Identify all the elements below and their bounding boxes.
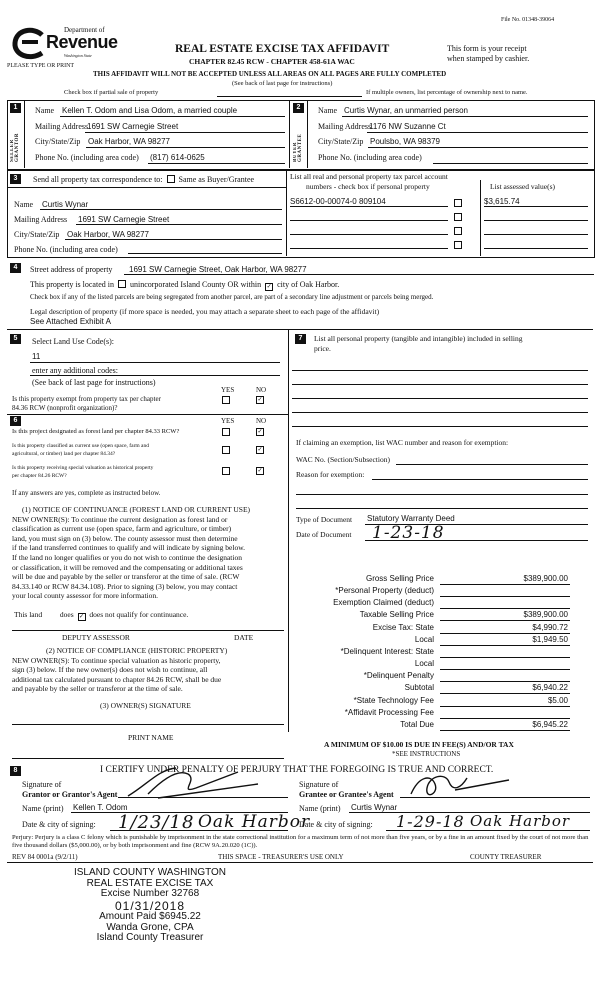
doc-date-label: Date of Document <box>296 530 352 539</box>
minimum-fee-note: A MINIMUM OF $10.00 IS DUE IN FEE(S) AND/OR TAX <box>324 740 514 749</box>
dor-logo <box>12 24 132 64</box>
personal-property-checkboxes <box>452 197 464 253</box>
seller-city: Oak Harbor, WA 98277 <box>88 137 170 146</box>
please-type: PLEASE TYPE OR PRINT <box>7 63 75 69</box>
certify-statement: I CERTIFY UNDER PENALTY OF PERJURY THAT THE FOREGOING IS TRUE AND CORRECT. <box>100 765 494 775</box>
grantor-signature <box>118 764 268 804</box>
see-back-instructions: (See back of last page for instructions) <box>232 80 333 87</box>
see-instructions-note: *SEE INSTRUCTIONS <box>392 750 461 758</box>
tax-row-label: Total Due <box>400 719 434 729</box>
tax-row-label: *Affidavit Processing Fee <box>344 707 434 717</box>
treasurer-stamp <box>60 868 240 944</box>
form-chapter: CHAPTER 82.45 RCW - CHAPTER 458-61A WAC <box>189 57 355 66</box>
grantor-sig-label: Signature of <box>22 780 62 789</box>
assessed-value: $3,615.74 <box>484 197 520 206</box>
no-col-label: NO <box>256 386 267 394</box>
tax-row-label: Local <box>414 634 434 644</box>
exempt-question: Is this property exempt from property tax per chapter <box>12 395 161 403</box>
grantor-date-label: Date & city of signing: <box>22 820 96 829</box>
grantor-name-label: Name (print) <box>22 804 64 813</box>
notice1-line: 84.33.140 or RCW 84.34.108). Prior to signing (3) below, you may contact <box>12 581 238 591</box>
receipt-line-2: when stamped by cashier. <box>447 54 530 63</box>
additional-codes-label: enter any additional codes: <box>32 366 118 375</box>
deputy-assessor-label: DEPUTY ASSESSOR <box>62 633 130 642</box>
tax-row-value: $6,940.22 <box>532 683 568 693</box>
seller-phone-label: Phone No. (including area code) <box>35 153 139 162</box>
grantee-signature <box>405 770 515 804</box>
corr-city-label: City/State/Zip <box>14 230 60 239</box>
buyer-mail-label: Mailing Address <box>318 122 372 131</box>
county-treasurer-label: COUNTY TREASURER <box>470 853 542 861</box>
parcel-3-personal-checkbox[interactable] <box>454 227 462 235</box>
print-name-label: PRINT NAME <box>128 733 174 742</box>
notice2-line: and payable by the seller or transferor at the time of sale. <box>12 684 183 694</box>
notice2-line: additional tax calculated pursuant to chapter 84.26 RCW, shall be due <box>12 674 222 684</box>
seller-side-label: SELLER GRANTOR <box>10 133 20 162</box>
land-use-label: Select Land Use Code(s): <box>32 337 114 346</box>
form-title: REAL ESTATE EXCISE TAX AFFIDAVIT <box>175 43 390 55</box>
stamp-line: Excise Number 32768 <box>100 888 200 899</box>
personal-property-label-2: price. <box>314 344 331 353</box>
current-use-yes-checkbox[interactable] <box>222 446 230 454</box>
doc-date: 1-23-18 <box>372 523 445 543</box>
reason-label: Reason for exemption: <box>296 470 365 479</box>
stamp-line: Amount Paid $6945.22 <box>99 911 201 922</box>
notice2-line: (2) NOTICE OF COMPLIANCE (HISTORIC PROPERTY) <box>46 646 228 655</box>
tax-row-label: Exemption Claimed (deduct) <box>333 598 434 608</box>
personal-property-label: List all personal property (tangible and intangible) included in selling <box>314 334 523 343</box>
corr-mail-label: Mailing Address <box>14 215 68 224</box>
notice1-line: (1) NOTICE OF CONTINUANCE (FOREST LAND OR CURRENT USE) <box>22 505 251 514</box>
section-7-badge: 7 <box>295 334 306 344</box>
seller-name-label: Name <box>35 106 55 115</box>
grantee-name-label: Name (print) <box>299 804 341 813</box>
grantor-signing-city: Oak Harbor <box>198 812 311 832</box>
stamp-line: Island County Treasurer <box>96 932 204 943</box>
section-5-badge: 5 <box>10 334 21 344</box>
exemption-label: If claiming an exemption, list WAC number and reason for exemption: <box>296 438 509 447</box>
corr-phone-label: Phone No. (including area code) <box>14 245 118 254</box>
wac-label: WAC No. (Section/Subsection) <box>296 455 390 464</box>
notice1-line: NEW OWNER(S): To continue the current designation as forest land or <box>12 514 228 524</box>
multiple-owners-note: If multiple owners, list percentage of ownership next to name. <box>366 89 528 96</box>
notice1-line: if the land transferred continues to qualify and will indicate by signing below. <box>12 543 245 553</box>
within-city-checkbox[interactable]: ✓ <box>266 284 272 290</box>
street-address: 1691 SW Carnegie Street, Oak Harbor, WA 98277 <box>129 265 307 274</box>
send-correspondence-label <box>33 175 254 184</box>
historic-yes-checkbox[interactable] <box>222 467 230 475</box>
logo-state: Washington State <box>64 53 92 58</box>
tax-row-label: Gross Selling Price <box>365 574 434 583</box>
section-8-badge: 8 <box>10 766 21 776</box>
notice1-line: classification as current use (open space, farm and agriculture, or timber) <box>12 524 232 534</box>
partial-sale-label: Check box if partial sale of property <box>64 89 159 96</box>
does-not-qualify-checkbox[interactable]: ✓ <box>78 614 85 620</box>
this-land-row <box>14 610 188 621</box>
corr-name: Curtis Wynar <box>42 200 89 209</box>
logo-dept: Department of <box>64 26 105 34</box>
located-label: This property is located in <box>30 280 114 289</box>
s6-no-label: NO <box>256 417 267 425</box>
tax-row-value: $5.00 <box>547 695 568 705</box>
grantee-name: Curtis Wynar <box>351 803 398 812</box>
does-not-label: does not qualify for continuance. <box>89 610 189 619</box>
land-use-see-back: (See back of last page for instructions) <box>32 378 156 387</box>
assessed-header: List assessed value(s) <box>490 182 555 191</box>
section-6-badge: 6 <box>10 416 21 426</box>
stamp-line: ISLAND COUNTY WASHINGTON <box>73 867 227 878</box>
current-use-no-checkbox[interactable]: ✓ <box>257 447 263 453</box>
tax-row-value: $6,945.22 <box>532 719 568 729</box>
tax-row-value: $1,949.50 <box>532 634 568 644</box>
grantee-agent-label: Grantee or Grantee's Agent <box>299 790 394 799</box>
buyer-city-label: City/State/Zip <box>318 137 364 146</box>
section-2-badge: 2 <box>293 103 304 113</box>
corr-mail: 1691 SW Carnegie Street <box>78 215 170 224</box>
tax-row-value: $389,900.00 <box>523 574 568 583</box>
buyer-side-label: BUYER GRANTEE <box>293 133 303 162</box>
exempt-yes-checkbox[interactable] <box>222 396 230 404</box>
buyer-phone-label: Phone No. (including area code) <box>318 153 422 162</box>
s6-yes-label: YES <box>221 417 235 425</box>
tax-row-label: Local <box>414 659 434 669</box>
tax-row-label: Excise Tax: State <box>372 622 434 632</box>
corr-name-label: Name <box>14 200 34 209</box>
tax-row-label: *Delinquent Interest: State <box>340 646 434 656</box>
notice-compliance <box>12 646 227 694</box>
same-as-buyer-checkbox[interactable] <box>167 175 175 183</box>
exempt-no-checkbox[interactable]: ✓ <box>257 397 263 403</box>
parcel-4-personal-checkbox[interactable] <box>454 241 462 249</box>
unincorporated-label: unincorporated Island County OR within <box>129 280 262 289</box>
legal-description: See Attached Exhibit A <box>30 317 111 326</box>
notice1-line: will be due and payable by the seller or transferor at the time of sale. (RCW <box>12 572 240 582</box>
buyer-name-label: Name <box>318 106 338 115</box>
yes-col-label: YES <box>221 386 235 394</box>
forest-yes-checkbox[interactable] <box>222 428 230 436</box>
grantee-signing-city: Oak Harbor <box>470 812 571 830</box>
notice2-line: NEW OWNER(S): To continue special valuation as historic property, <box>12 655 221 665</box>
this-land-label: This land <box>14 610 43 619</box>
perjury-notice: Perjury: Perjury is a class C felony which is punishable by imprisonment in the state correctional institution for a maximum term of not more than five years, or by a fine in an amount fixed by the court of not more than five thousand dollars ($5,000.00), or by both imprisonment and fine (RCW 9A.20.020 (1C)). <box>12 834 589 850</box>
notice1-line: your local county assessor for more information. <box>12 591 159 601</box>
same-as-buyer-label: Same as Buyer/Grantee <box>178 175 255 184</box>
notice1-line: or classification, it will be removed and the compensating or additional taxes <box>12 562 243 572</box>
dor-logo-swoosh-icon <box>12 27 46 61</box>
section-4-badge: 4 <box>10 263 21 273</box>
seller-name: Kellen T. Odom and Lisa Odom, a married couple <box>62 106 238 115</box>
legal-description-label: Legal description of property (if more space is needed, you may attach a separate sheet to each page of the affidavit) <box>30 307 380 316</box>
accounts-header-2: numbers - check box if personal property <box>306 182 430 191</box>
forest-no-checkbox[interactable]: ✓ <box>257 429 263 435</box>
historic-no-checkbox[interactable]: ✓ <box>257 468 263 474</box>
grantee-date-label: Date & city of signing: <box>299 820 373 829</box>
current-use-question-2: agricultural, or timber) land per chapter 84.34? <box>12 451 116 457</box>
notice1-line: land, you must sign on (3) below. The county assessor must then determine <box>12 533 238 543</box>
current-use-question: Is this property classified as current use (open space, farm and <box>12 443 149 449</box>
stamp-line: 01/31/2018 <box>114 898 186 913</box>
tax-row-value: $4,990.72 <box>532 622 568 632</box>
stamp-line: REAL ESTATE EXCISE TAX <box>86 877 214 889</box>
buyer-city: Poulsbo, WA 98379 <box>370 137 440 146</box>
stamp-line: Wanda Grone, CPA <box>106 921 194 933</box>
notice1-line: If the land no longer qualifies or you do not wish to continue the designation <box>12 552 242 562</box>
accounts-header-1: List all real and personal property tax parcel account <box>290 172 448 181</box>
logo-name: Revenue <box>46 32 118 52</box>
grantee-signing-date: 1-29-18 <box>396 812 465 831</box>
tax-row-label: *Personal Property (deduct) <box>335 586 434 596</box>
parcel-number: S6612-00-00074-0 809104 <box>290 197 386 206</box>
grantor-agent-label: Grantor or Grantor's Agent <box>22 790 118 799</box>
parcel-1-personal-checkbox[interactable] <box>454 199 462 207</box>
tax-row-label: Taxable Selling Price <box>359 610 434 620</box>
land-use-code: 11 <box>32 352 41 361</box>
unincorporated-checkbox[interactable] <box>118 280 126 288</box>
partial-sale-row <box>64 89 158 96</box>
location-row <box>30 280 339 291</box>
assessor-date-label: DATE <box>234 633 254 642</box>
seller-phone: (817) 614-0625 <box>150 153 205 162</box>
not-accepted-warning: THIS AFFIDAVIT WILL NOT BE ACCEPTED UNLESS ALL AREAS ON ALL PAGES ARE FULLY COMPLETED <box>93 70 447 78</box>
notice2-line: sign (3) below. If the new owner(s) does not wish to continue, all <box>12 665 208 675</box>
buyer-mail: 1176 NW Suzanne Ct <box>369 122 446 131</box>
tax-row-value: $389,900.00 <box>523 610 568 620</box>
treasurer-use-label: THIS SPACE - TREASURER'S USE ONLY <box>218 853 344 861</box>
grantor-name: Kellen T. Odom <box>73 803 128 812</box>
tax-row-label: *State Technology Fee <box>353 695 434 705</box>
section-3-badge: 3 <box>10 174 21 184</box>
forest-question: Is this project designated as forest land per chapter 84.33 RCW? <box>12 428 180 435</box>
notice-continuance <box>12 505 250 601</box>
segregated-note: Check box if any of the listed parcels are being segregated from another parcel, are part of a secondary line adjustment or parcels being merged. <box>30 293 434 301</box>
section-1-badge: 1 <box>10 103 21 113</box>
historic-question-2: per chapter 84.26 RCW? <box>12 473 67 479</box>
tax-row-label: *Delinquent Penalty <box>363 671 434 681</box>
seller-city-label: City/State/Zip <box>35 137 81 146</box>
file-number: File No. 01348-39064 <box>501 17 555 23</box>
doc-type-label: Type of Document <box>296 515 353 524</box>
grantee-sig-label: Signature of <box>299 780 339 789</box>
send-label: Send all property tax correspondence to: <box>33 175 163 184</box>
street-label: Street address of property <box>30 265 113 274</box>
corr-city: Oak Harbor, WA 98277 <box>67 230 149 239</box>
receipt-line-1: This form is your receipt <box>447 44 527 53</box>
if-yes-note: If any answers are yes, complete as instructed below. <box>12 489 161 497</box>
seller-mail-label: Mailing Address <box>35 122 89 131</box>
seller-mail: 1691 SW Carnegie Street <box>87 122 179 131</box>
doc-type: Statutory Warranty Deed <box>367 514 455 523</box>
rev-number: REV 84 0001a (9/2/11) <box>12 853 78 861</box>
parcel-2-personal-checkbox[interactable] <box>454 213 462 221</box>
does-label: does <box>59 610 74 619</box>
owner-signature-label: (3) OWNER(S) SIGNATURE <box>100 701 191 710</box>
exempt-question-2: 84.36 RCW (nonprofit organization)? <box>12 404 118 412</box>
tax-row-label: Subtotal <box>404 683 434 693</box>
grantor-signing-date: 1/23/18 <box>118 812 195 833</box>
historic-question: Is this property receiving special valuation as historical property <box>12 465 154 471</box>
buyer-name: Curtis Wynar, an unmarried person <box>344 106 468 115</box>
city-label: city of Oak Harbor. <box>277 280 340 289</box>
